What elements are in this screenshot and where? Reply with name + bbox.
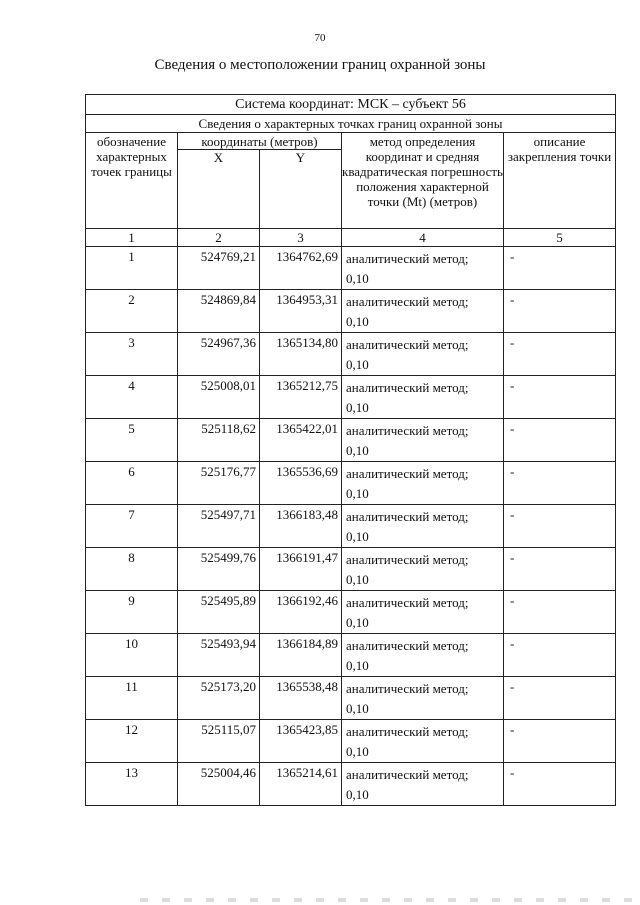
point-number: 5	[86, 419, 178, 462]
mt-value: 0,10	[346, 271, 369, 286]
y-coordinate: 1365423,85	[260, 720, 342, 763]
description-header: описание закрепления точки	[504, 133, 616, 229]
point-number: 7	[86, 505, 178, 548]
x-coordinate: 525176,77	[178, 462, 260, 505]
point-number: 10	[86, 634, 178, 677]
y-coordinate: 1366183,48	[260, 505, 342, 548]
method-text: аналитический метод;	[346, 552, 469, 567]
coordinates-header: координаты (метров)	[178, 133, 342, 150]
x-coordinate: 525115,07	[178, 720, 260, 763]
table-body	[86, 95, 616, 806]
mt-value: 0,10	[346, 486, 369, 501]
x-coordinate: 525173,20	[178, 677, 260, 720]
fixing-description: -	[504, 419, 616, 462]
x-coordinate: 525008,01	[178, 376, 260, 419]
system-header-row	[86, 95, 616, 115]
mt-value: 0,10	[346, 314, 369, 329]
table-row	[86, 376, 616, 419]
fixing-description: -	[504, 720, 616, 763]
point-number: 8	[86, 548, 178, 591]
method-text: аналитический метод;	[346, 251, 469, 266]
method-cell	[342, 505, 504, 548]
fixing-description: -	[504, 634, 616, 677]
column-number: 3	[260, 229, 342, 247]
fixing-description: -	[504, 591, 616, 634]
point-number: 4	[86, 376, 178, 419]
page-number: 70	[314, 32, 326, 44]
table-row	[86, 720, 616, 763]
column-header-row	[86, 133, 616, 150]
method-text: аналитический метод;	[346, 595, 469, 610]
table-row	[86, 462, 616, 505]
fixing-description: -	[504, 548, 616, 591]
method-text: аналитический метод;	[346, 466, 469, 481]
fixing-description: -	[504, 763, 616, 806]
method-cell	[342, 634, 504, 677]
fixing-description: -	[504, 505, 616, 548]
method-cell	[342, 419, 504, 462]
table-row	[86, 591, 616, 634]
column-number: 5	[504, 229, 616, 247]
method-text: аналитический метод;	[346, 423, 469, 438]
coordinate-system-header: Система координат: МСК – субъект 56	[86, 95, 616, 115]
table-row	[86, 634, 616, 677]
table-row	[86, 419, 616, 462]
method-text: аналитический метод;	[346, 681, 469, 696]
method-cell	[342, 333, 504, 376]
method-text: аналитический метод;	[346, 724, 469, 739]
y-coordinate: 1365134,80	[260, 333, 342, 376]
table-row	[86, 548, 616, 591]
page-title: Сведения о местоположении границ охранной зоны	[154, 57, 486, 73]
fixing-description: -	[504, 376, 616, 419]
point-number: 9	[86, 591, 178, 634]
x-coordinate: 525495,89	[178, 591, 260, 634]
y-coordinate: 1366184,89	[260, 634, 342, 677]
column-number: 4	[342, 229, 504, 247]
x-coordinate: 524869,84	[178, 290, 260, 333]
method-cell	[342, 548, 504, 591]
table-row	[86, 677, 616, 720]
method-header: метод определения координат и средняя квадратическая погрешность положения характерной точки (Mt) (метров)	[342, 133, 504, 229]
mt-value: 0,10	[346, 787, 369, 802]
table-row	[86, 763, 616, 806]
point-number: 12	[86, 720, 178, 763]
method-text: аналитический метод;	[346, 767, 469, 782]
method-cell	[342, 376, 504, 419]
mt-value: 0,10	[346, 443, 369, 458]
method-cell	[342, 462, 504, 505]
y-coordinate: 1365536,69	[260, 462, 342, 505]
boundary-points-table	[85, 94, 616, 806]
x-coordinate: 525118,62	[178, 419, 260, 462]
x-coordinate: 524967,36	[178, 333, 260, 376]
point-number: 13	[86, 763, 178, 806]
y-coordinate: 1366191,47	[260, 548, 342, 591]
point-number: 11	[86, 677, 178, 720]
designation-header: обозначение характерных точек границы	[86, 133, 178, 229]
table-row	[86, 333, 616, 376]
x-coordinate: 525493,94	[178, 634, 260, 677]
method-cell	[342, 720, 504, 763]
point-number: 1	[86, 247, 178, 290]
mt-value: 0,10	[346, 357, 369, 372]
table-row	[86, 247, 616, 290]
method-cell	[342, 290, 504, 333]
x-coordinate: 525497,71	[178, 505, 260, 548]
mt-value: 0,10	[346, 400, 369, 415]
mt-value: 0,10	[346, 744, 369, 759]
x-coordinate: 525004,46	[178, 763, 260, 806]
method-cell	[342, 763, 504, 806]
fixing-description: -	[504, 290, 616, 333]
points-info-header: Сведения о характерных точках границ охранной зоны	[86, 115, 616, 133]
y-coordinate: 1364762,69	[260, 247, 342, 290]
method-cell	[342, 247, 504, 290]
column-numbers-row	[86, 229, 616, 247]
y-coordinate: 1364953,31	[260, 290, 342, 333]
point-number: 2	[86, 290, 178, 333]
point-number: 3	[86, 333, 178, 376]
method-cell	[342, 591, 504, 634]
x-header: X	[178, 150, 260, 229]
y-coordinate: 1366192,46	[260, 591, 342, 634]
y-coordinate: 1365538,48	[260, 677, 342, 720]
method-text: аналитический метод;	[346, 509, 469, 524]
method-text: аналитический метод;	[346, 337, 469, 352]
mt-value: 0,10	[346, 572, 369, 587]
x-coordinate: 525499,76	[178, 548, 260, 591]
table-row	[86, 290, 616, 333]
table-row	[86, 505, 616, 548]
method-cell	[342, 677, 504, 720]
method-text: аналитический метод;	[346, 638, 469, 653]
y-coordinate: 1365214,61	[260, 763, 342, 806]
method-text: аналитический метод;	[346, 380, 469, 395]
scan-artifact	[140, 898, 640, 902]
mt-value: 0,10	[346, 658, 369, 673]
point-number: 6	[86, 462, 178, 505]
fixing-description: -	[504, 462, 616, 505]
y-coordinate: 1365422,01	[260, 419, 342, 462]
fixing-description: -	[504, 333, 616, 376]
fixing-description: -	[504, 247, 616, 290]
column-number: 1	[86, 229, 178, 247]
fixing-description: -	[504, 677, 616, 720]
x-coordinate: 524769,21	[178, 247, 260, 290]
y-coordinate: 1365212,75	[260, 376, 342, 419]
column-number: 2	[178, 229, 260, 247]
y-header: Y	[260, 150, 342, 229]
info-header-row	[86, 115, 616, 133]
mt-value: 0,10	[346, 701, 369, 716]
mt-value: 0,10	[346, 529, 369, 544]
method-text: аналитический метод;	[346, 294, 469, 309]
mt-value: 0,10	[346, 615, 369, 630]
